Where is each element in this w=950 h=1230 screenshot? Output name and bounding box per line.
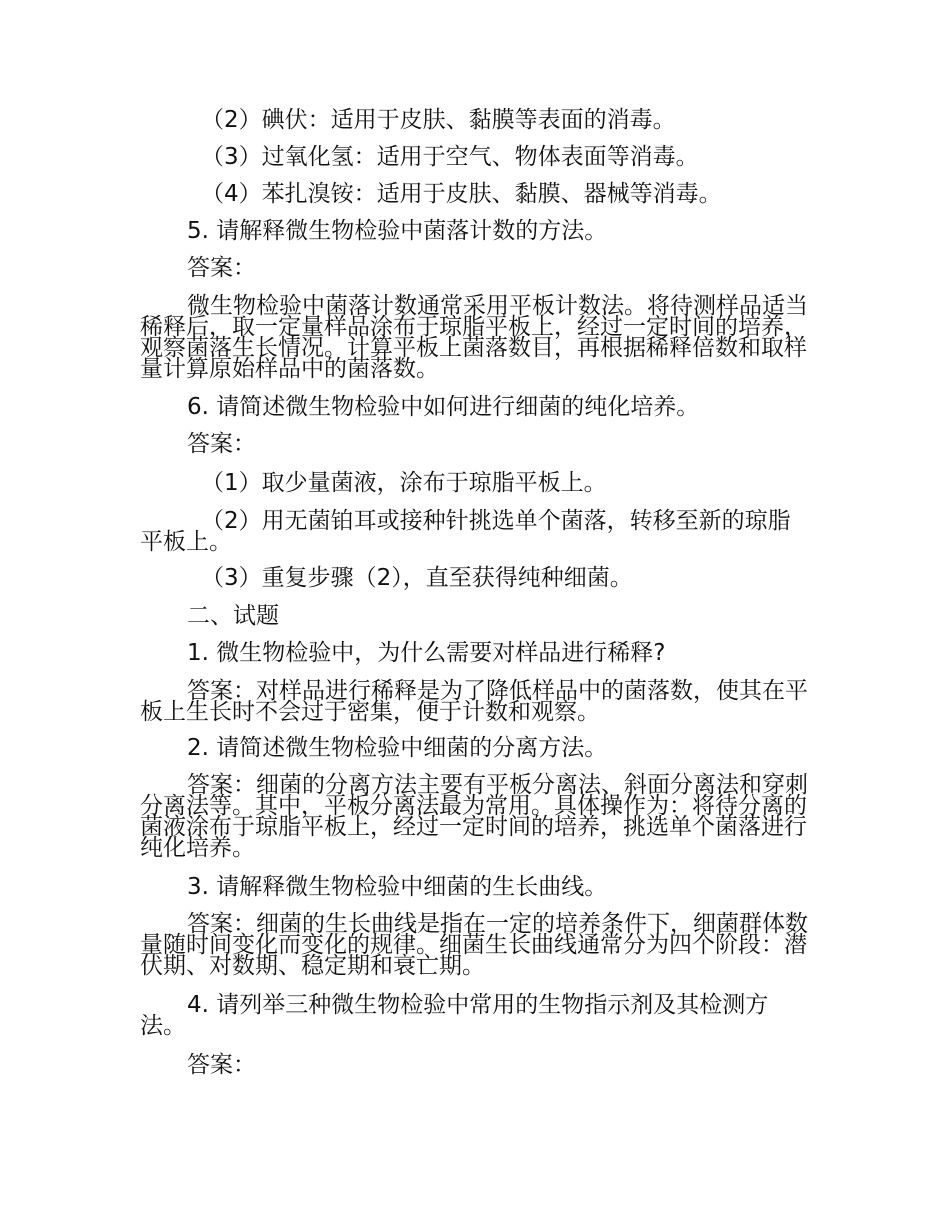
answer-label-5: 答案：: [187, 255, 256, 281]
list-item-iodophor: （2）碘伏：适用于皮肤、黏膜等表面的消毒。: [201, 107, 676, 133]
exam-answer-1: 答案：对样品进行稀释是为了降低样品中的菌落数，使其在平板上生长时不会过于密集，便于计数和观察。: [140, 678, 808, 725]
answer-5-body: 微生物检验中菌落计数通常采用平板计数法。将待测样品适当稀释后，取一定量样品涂布于琼脂平板上，经过一定时间的培养，观察菌落生长情况。计算平板上菌落数目，再根据稀释倍数和取样量计算原始样品中的菌落数。: [140, 293, 808, 382]
exam-question-3: 3. 请解释微生物检验中细菌的生长曲线。: [187, 874, 608, 900]
exam-answer-3: 答案：细菌的生长曲线是指在一定的培养条件下，细菌群体数量随时间变化而变化的规律。细菌生长曲线通常分为四个阶段：潜伏期、对数期、稳定期和衰亡期。: [140, 911, 808, 979]
list-item-benzalkonium: （4）苯扎溴铵：适用于皮肤、黏膜、器械等消毒。: [201, 181, 722, 207]
question-6: 6. 请简述微生物检验中如何进行细菌的纯化培养。: [187, 394, 700, 420]
list-item-hydrogen-peroxide: （3）过氧化氢：适用于空气、物体表面等消毒。: [201, 144, 699, 170]
exam-question-4: 4. 请列举三种微生物检验中常用的生物指示剂及其检测方法。: [140, 992, 769, 1039]
step-1: （1）取少量菌液，涂布于琼脂平板上。: [201, 470, 607, 496]
answer-label-6: 答案：: [187, 431, 256, 457]
exam-question-1: 1. 微生物检验中，为什么需要对样品进行稀释?: [187, 640, 666, 666]
step-2: （2）用无菌铂耳或接种针挑选单个菌落，转移至新的琼脂平板上。: [140, 508, 791, 555]
exam-answer-2: 答案：细菌的分离方法主要有平板分离法、斜面分离法和穿刺分离法等。其中，平板分离法最为常用。具体操作为：将待分离的菌液涂布于琼脂平板上，经过一定时间的培养，挑选单个菌落进行纯化培养。: [140, 772, 808, 861]
step-3: （3）重复步骤（2），直至获得纯种细菌。: [201, 565, 633, 591]
question-5: 5. 请解释微生物检验中菌落计数的方法。: [187, 218, 608, 244]
exam-question-2: 2. 请简述微生物检验中细菌的分离方法。: [187, 735, 608, 761]
exam-answer-label-4: 答案：: [187, 1052, 256, 1078]
section-heading-questions: 二、试题: [187, 603, 279, 629]
